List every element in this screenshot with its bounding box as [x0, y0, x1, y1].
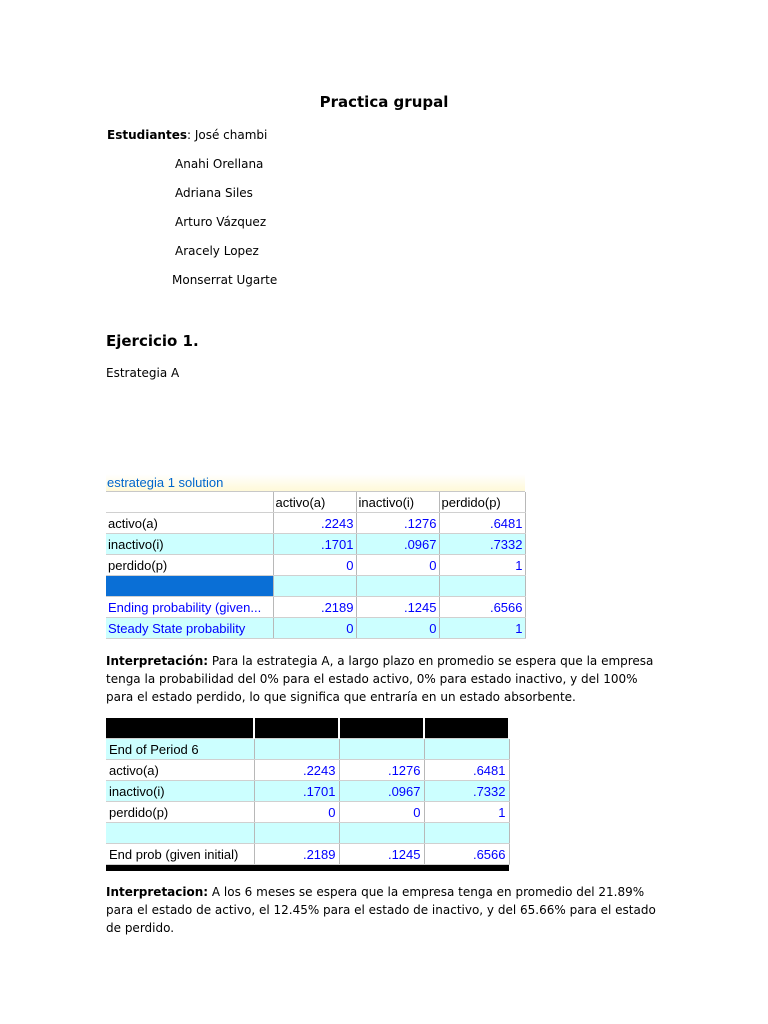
- header-cell: [106, 718, 254, 739]
- period-grid: [106, 718, 510, 865]
- row-label[interactable]: [106, 823, 254, 844]
- document-title: Practica grupal: [319, 93, 449, 111]
- value-cell[interactable]: .1245: [356, 597, 439, 618]
- value-cell[interactable]: 1: [439, 555, 525, 576]
- table-row: [106, 513, 525, 534]
- row-label[interactable]: End of Period 6: [106, 739, 254, 760]
- value-cell[interactable]: .6566: [439, 597, 525, 618]
- interpretation-2: [106, 883, 666, 937]
- row-label[interactable]: perdido(p): [106, 555, 273, 576]
- value-cell[interactable]: 0: [273, 555, 356, 576]
- row-label[interactable]: activo(a): [106, 513, 273, 534]
- value-cell[interactable]: .7332: [424, 781, 509, 802]
- value-cell[interactable]: [339, 823, 424, 844]
- row-label[interactable]: End prob (given initial): [106, 844, 254, 865]
- student-name: Adriana Siles: [175, 186, 253, 200]
- interpretation-label: Interpretación:: [106, 654, 209, 668]
- value-cell[interactable]: .2189: [254, 844, 339, 865]
- students-line: [107, 128, 267, 142]
- value-cell[interactable]: [273, 576, 356, 597]
- table-row: [106, 760, 509, 781]
- row-label[interactable]: inactivo(i): [106, 781, 254, 802]
- strategy-label: Estrategia A: [106, 366, 180, 380]
- value-cell[interactable]: 1: [424, 802, 509, 823]
- student-name: Arturo Vázquez: [175, 215, 267, 229]
- value-cell[interactable]: [254, 823, 339, 844]
- value-cell[interactable]: .6566: [424, 844, 509, 865]
- value-cell[interactable]: .2243: [273, 513, 356, 534]
- value-cell[interactable]: [339, 739, 424, 760]
- interpretation-text: A los 6 meses se espera que la empresa tenga en promedio del 21.89% para el estado de activo, el 12.45% para el estado de inactivo, y del 65.66% para el estado de perdido.: [106, 885, 656, 935]
- student-name: Aracely Lopez: [175, 244, 259, 258]
- period-table: [106, 718, 509, 871]
- interpretation-1: [106, 652, 666, 706]
- value-cell[interactable]: .6481: [439, 513, 525, 534]
- table-row: [106, 618, 525, 639]
- value-cell[interactable]: 1: [439, 618, 525, 639]
- header-cell: [339, 718, 424, 739]
- row-label[interactable]: perdido(p): [106, 802, 254, 823]
- value-cell[interactable]: 0: [254, 802, 339, 823]
- value-cell[interactable]: [254, 739, 339, 760]
- value-cell[interactable]: .0967: [339, 781, 424, 802]
- value-cell[interactable]: .7332: [439, 534, 525, 555]
- table-row: [106, 555, 525, 576]
- table-row: [106, 781, 509, 802]
- solution-grid: [106, 492, 526, 639]
- row-label[interactable]: Ending probability (given...: [106, 597, 273, 618]
- solution-table: [106, 474, 525, 639]
- value-cell[interactable]: .0967: [356, 534, 439, 555]
- header-cell: [424, 718, 509, 739]
- students-label: Estudiantes: [107, 128, 187, 142]
- selected-cell[interactable]: [106, 576, 273, 597]
- row-label[interactable]: activo(a): [106, 760, 254, 781]
- table-row: [106, 739, 509, 760]
- value-cell[interactable]: 0: [273, 618, 356, 639]
- header-cell: perdido(p): [439, 492, 525, 513]
- table-header-bar: [106, 718, 509, 739]
- value-cell[interactable]: .2189: [273, 597, 356, 618]
- value-cell[interactable]: [424, 739, 509, 760]
- value-cell[interactable]: .1276: [339, 760, 424, 781]
- value-cell[interactable]: 0: [339, 802, 424, 823]
- row-label[interactable]: inactivo(i): [106, 534, 273, 555]
- header-cell: activo(a): [273, 492, 356, 513]
- exercise-heading: Ejercicio 1.: [106, 332, 199, 350]
- value-cell[interactable]: [424, 823, 509, 844]
- value-cell[interactable]: .6481: [424, 760, 509, 781]
- table-row: [106, 576, 525, 597]
- header-cell: [254, 718, 339, 739]
- table-row: [106, 534, 525, 555]
- table-header-row: [106, 492, 525, 513]
- value-cell[interactable]: [356, 576, 439, 597]
- header-cell: [106, 492, 273, 513]
- table-row: [106, 597, 525, 618]
- value-cell[interactable]: .1701: [254, 781, 339, 802]
- interpretation-text: Para la estrategia A, a largo plazo en promedio se espera que la empresa tenga la probabilidad del 0% para el estado activo, 0% para estado inactivo, y del 100% para el estado perdido, lo que significa que entraría en un estado absorbente.: [106, 654, 654, 704]
- value-cell[interactable]: .1701: [273, 534, 356, 555]
- student-name: : José chambi: [186, 128, 268, 142]
- header-cell: inactivo(i): [356, 492, 439, 513]
- solution-table-title: estrategia 1 solution: [106, 474, 525, 492]
- value-cell[interactable]: .1276: [356, 513, 439, 534]
- value-cell[interactable]: 0: [356, 555, 439, 576]
- value-cell[interactable]: 0: [356, 618, 439, 639]
- table-row: [106, 844, 509, 865]
- interpretation-label: Interpretacion:: [106, 885, 209, 899]
- row-label[interactable]: Steady State probability: [106, 618, 273, 639]
- student-name: Monserrat Ugarte: [172, 273, 278, 287]
- value-cell[interactable]: .2243: [254, 760, 339, 781]
- value-cell[interactable]: [439, 576, 525, 597]
- table-row: [106, 823, 509, 844]
- table-row: [106, 802, 509, 823]
- value-cell[interactable]: .1245: [339, 844, 424, 865]
- table-bottom-bar: [106, 865, 509, 871]
- student-name: Anahi Orellana: [175, 157, 264, 171]
